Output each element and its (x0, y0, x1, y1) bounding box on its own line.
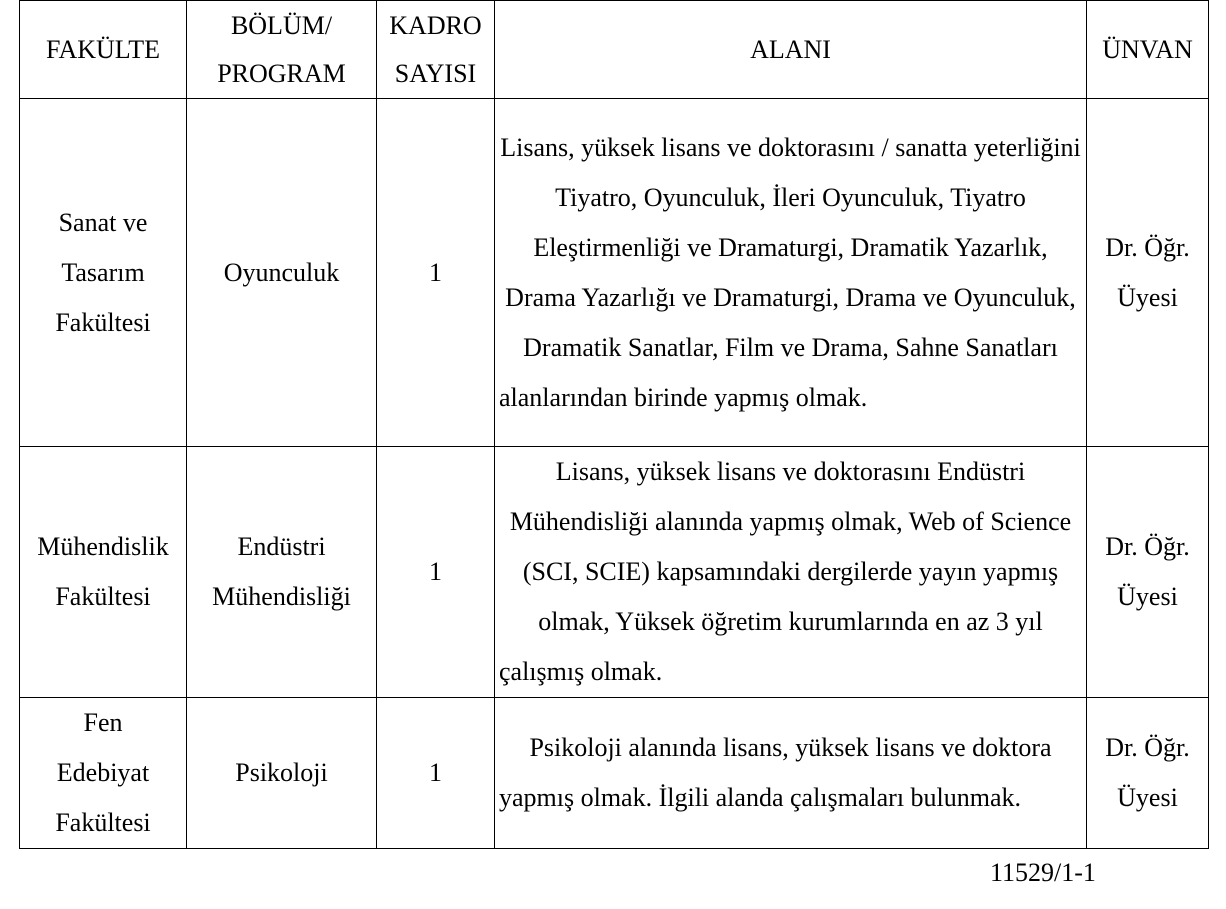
header-kadro-sayisi: KADRO SAYISI (377, 1, 495, 99)
table-row (20, 698, 1209, 849)
fakulte-cell: Sanat ve Tasarım Fakültesi (20, 99, 187, 447)
reference-number: 11529/1-1 (990, 858, 1096, 887)
positions-table (19, 0, 1209, 849)
unvan-cell: Dr. Öğr. Üyesi (1087, 447, 1209, 698)
fakulte-cell: Fen Edebiyat Fakültesi (20, 698, 187, 849)
alani-cell: Lisans, yüksek lisans ve doktorasını / sanatta yeterliğini Tiyatro, Oyunculuk, İleri Oyunculuk, Tiyatro Eleştirmenliği ve Dramaturgi, Dramatik Yazarlık, Drama Yazarlığı ve Dramaturgi, Drama ve Oyunculuk, Dramatik Sanatlar, Film ve Drama, Sahne Sanatları alanlarından birinde yapmış olmak. (495, 99, 1087, 447)
fakulte-cell: Mühendislik Fakültesi (20, 447, 187, 698)
bolum-cell: Psikoloji (187, 698, 377, 849)
kadro-cell: 1 (377, 99, 495, 447)
alani-cell: Psikoloji alanında lisans, yüksek lisans ve doktora yapmış olmak. İlgili alanda çalışmaları bulunmak. (495, 698, 1087, 849)
bolum-cell: Endüstri Mühendisliği (187, 447, 377, 698)
alani-cell: Lisans, yüksek lisans ve doktorasını Endüstri Mühendisliği alanında yapmış olmak, Web of Science (SCI, SCIE) kapsamındaki dergilerde yayın yapmış olmak, Yüksek öğretim kurumlarında en az 3 yıl çalışmış olmak. (495, 447, 1087, 698)
unvan-cell: Dr. Öğr. Üyesi (1087, 698, 1209, 849)
header-fakulte: FAKÜLTE (20, 1, 187, 99)
unvan-cell: Dr. Öğr. Üyesi (1087, 99, 1209, 447)
kadro-cell: 1 (377, 698, 495, 849)
kadro-cell: 1 (377, 447, 495, 698)
table-row (20, 99, 1209, 447)
header-bolum-program: BÖLÜM/ PROGRAM (187, 1, 377, 99)
bolum-cell: Oyunculuk (187, 99, 377, 447)
header-alani: ALANI (495, 1, 1087, 99)
table-header-row (20, 1, 1209, 99)
table-row (20, 447, 1209, 698)
header-unvan: ÜNVAN (1087, 1, 1209, 99)
